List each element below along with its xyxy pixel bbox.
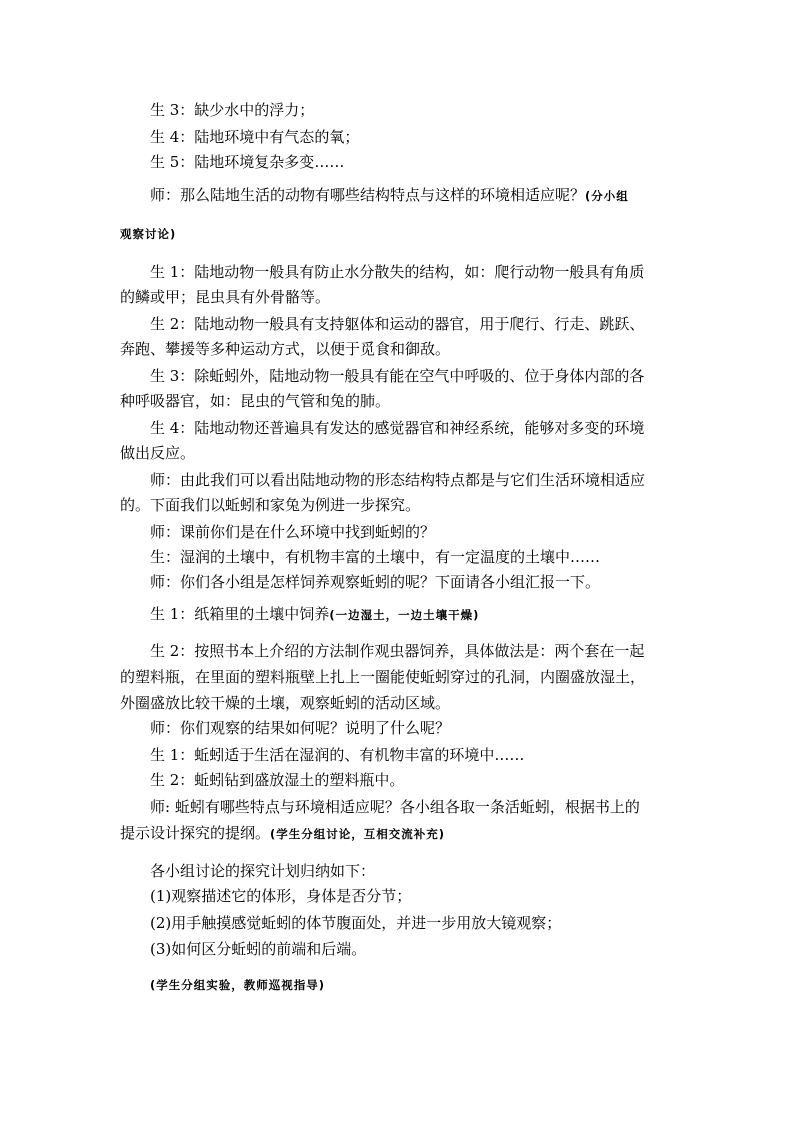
text-line: 生 3：缺少水中的浮力； — [150, 101, 315, 119]
text-line: 各小组讨论的探究计划归纳如下： — [150, 862, 376, 880]
text-line: 师：你们观察的结果如何呢？说明了什么呢？ — [150, 719, 451, 737]
text-line: 生 1：蚯蚓适于生活在湿润的、有机物丰富的环境中…… — [150, 746, 525, 764]
text-line: 生 4：陆地动物还普遍具有发达的感觉器官和神经系统，能够对多变的环境 — [150, 419, 645, 437]
text-line: 生 2：蚯蚓钻到盛放湿土的塑料瓶中。 — [150, 771, 405, 789]
text-line: 师：课前你们是在什么环境中找到蚯蚓的？ — [150, 523, 436, 541]
text-line: (1)观察描述它的体形，身体是否分节； — [150, 887, 412, 905]
annotation-note: (学生分组讨论，互相交流补充) — [270, 827, 446, 841]
text-line: 的塑料瓶，在里面的塑料瓶壁上扎上一圈能使蚯蚓穿过的孔洞，内圈盛放湿土， — [120, 668, 646, 686]
text-line — [120, 223, 176, 244]
text-line: 生 1：纸箱里的土壤中饲养(一边湿土，一边土壤干燥) — [150, 605, 480, 623]
text-line: 提示设计探究的提纲。(学生分组讨论，互相交流补充) — [120, 824, 446, 842]
text-line: 生 4：陆地环境中有气态的氧； — [150, 128, 360, 146]
text-line: 师: 蚯蚓有哪些特点与环境相适应呢？各小组各取一条活蚯蚓，根据书上的 — [150, 798, 640, 816]
text-line: 师：你们各小组是怎样饲养观察蚯蚓的呢？下面请各小组汇报一下。 — [150, 573, 601, 591]
text-line: (3)如何区分蚯蚓的前端和后端。 — [150, 940, 367, 958]
text-line — [150, 974, 325, 995]
text-line: (2)用手触摸感觉蚯蚓的体节腹面处，并进一步用放大镜观察； — [150, 914, 562, 932]
annotation-note: 观察讨论) — [120, 227, 177, 241]
annotation-note: (分小组 — [585, 189, 629, 203]
text-line: 奔跑、攀援等多种运动方式，以便于觅食和御敌。 — [120, 340, 451, 358]
text-line: 生 1：陆地动物一般具有防止水分散失的结构，如：爬行动物一般具有角质 — [150, 263, 645, 281]
text-line: 生：湿润的土壤中，有机物丰富的土壤中，有一定温度的土壤中…… — [150, 548, 601, 566]
text-line: 做出反应。 — [120, 444, 196, 462]
text-line: 师：由此我们可以看出陆地动物的形态结构特点都是与它们生活环境相适应 — [150, 471, 646, 489]
text-line: 的。下面我们以蚯蚓和家兔为例进一步探究。 — [120, 496, 421, 514]
annotation-note: (一边湿土，一边土壤干燥) — [329, 608, 480, 622]
text-line: 生 3：除蚯蚓外，陆地动物一般具有能在空气中呼吸的、位于身体内部的各 — [150, 367, 645, 385]
text-line: 外圈盛放比较干燥的土壤，观察蚯蚓的活动区域。 — [120, 694, 451, 712]
text-line: 生 2：按照书本上介绍的方法制作观虫器饲养，具体做法是：两个套在一起 — [150, 642, 645, 660]
text-line: 生 5：陆地环境复杂多变…… — [150, 153, 345, 171]
annotation-note: (学生分组实验，教师巡视指导) — [150, 978, 326, 992]
text-line: 种呼吸器官，如：昆虫的气管和兔的肺。 — [120, 392, 391, 410]
text-line: 师：那么陆地生活的动物有哪些结构特点与这样的环境相适应呢？(分小组 — [150, 186, 629, 204]
text-line: 的鳞或甲；昆虫具有外骨骼等。 — [120, 288, 331, 306]
text-line: 生 2：陆地动物一般具有支持躯体和运动的器官，用于爬行、行走、跳跃、 — [150, 315, 645, 333]
